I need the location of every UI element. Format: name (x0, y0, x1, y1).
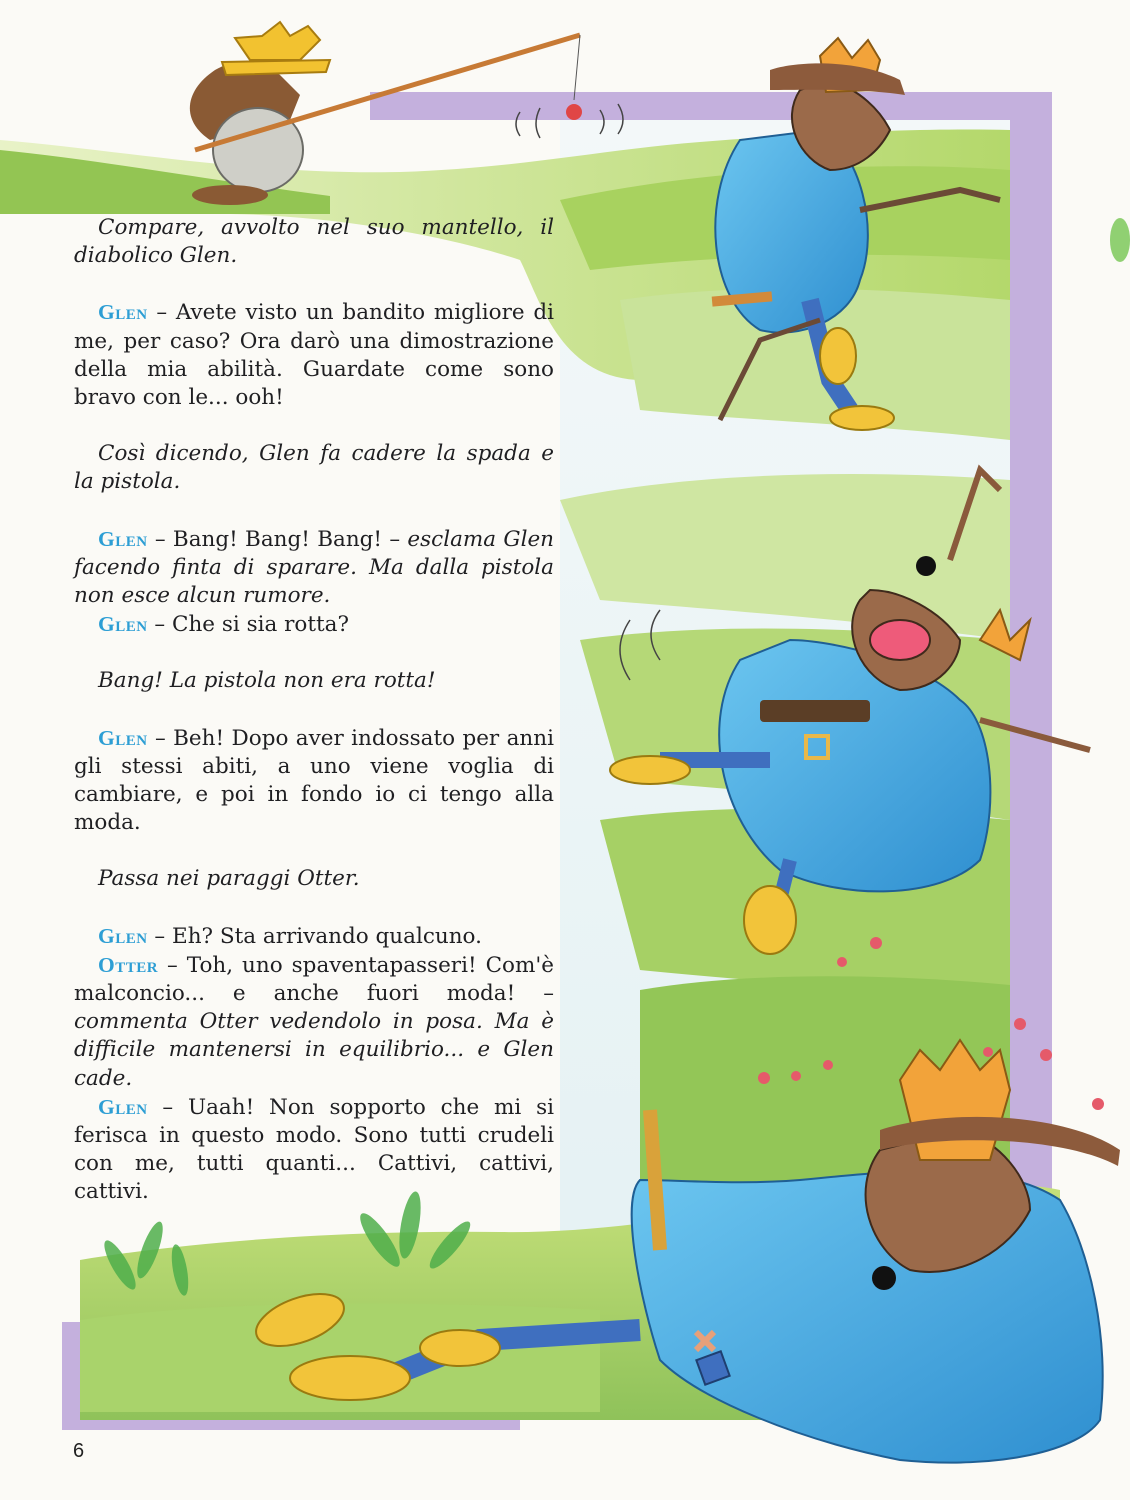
paragraph-gap (74, 270, 554, 298)
dialogue-line (74, 922, 554, 951)
inline-stage-direction: commenta Otter vedendolo in posa. Ma è difficile mantenersi in equilibrio... e Glen cade. (74, 1009, 554, 1091)
dialogue-text: – Toh, uno spaventapasseri! Com'è malconcio... e anche fuori moda! – (74, 952, 554, 1007)
speaker-name: Otter (98, 952, 159, 977)
dialogue-text: – Eh? Sta arrivando qualcuno. (147, 923, 482, 949)
page-number: 6 (73, 1440, 85, 1462)
speaker-name: Glen (98, 923, 148, 948)
inline-stage-direction: esclama Glen facendo finta di sparare. Ma dalla pistola non esce alcun rumore. (74, 526, 555, 609)
paragraph-gap (74, 837, 554, 865)
dialogue-line (74, 610, 554, 639)
paragraph-gap (74, 497, 554, 525)
dialogue-text: – Che si sia rotta? (147, 612, 350, 638)
stage-direction: Passa nei paraggi Otter. (98, 866, 360, 892)
speaker-name: Glen (98, 300, 148, 325)
paragraph-gap (74, 894, 554, 922)
paragraph-gap (74, 639, 554, 667)
dialogue-text: – Avete visto un bandito migliore di me, per caso? Ora darò una dimostrazione della mia abilità. Guardate come sono bravo con le... ooh! (74, 300, 554, 411)
dialogue-text: – Beh! Dopo aver indossato per anni gli stessi abiti, a uno viene voglia di cambiare, e poi in fondo io ci tengo alla moda. (74, 725, 554, 836)
speaker-name: Glen (98, 612, 148, 637)
speaker-name: Glen (98, 1094, 148, 1119)
paragraph-gap (74, 412, 554, 440)
dialogue-text: – Bang! Bang! Bang! – (147, 526, 408, 552)
dialogue-text: – Uaah! Non sopporto che mi si ferisca in questo modo. Sono tutti crudeli con me, tutti quanti... Cattivi, cattivi, cattivi. (74, 1094, 554, 1205)
dialogue-line (74, 951, 554, 1093)
story-text (74, 214, 554, 1207)
stage-direction: Così dicendo, Glen fa cadere la spada e la pistola. (74, 441, 554, 495)
dialogue-line (74, 298, 554, 412)
dialogue-line (74, 1093, 554, 1207)
speaker-name: Glen (98, 725, 148, 750)
stage-direction: Compare, avvolto nel suo mantello, il diabolico Glen. (74, 215, 554, 269)
dialogue-line (74, 525, 554, 611)
dialogue-line (74, 724, 554, 838)
speaker-name: Glen (98, 526, 148, 551)
stage-direction: Bang! La pistola non era rotta! (98, 668, 436, 694)
paragraph-gap (74, 696, 554, 724)
